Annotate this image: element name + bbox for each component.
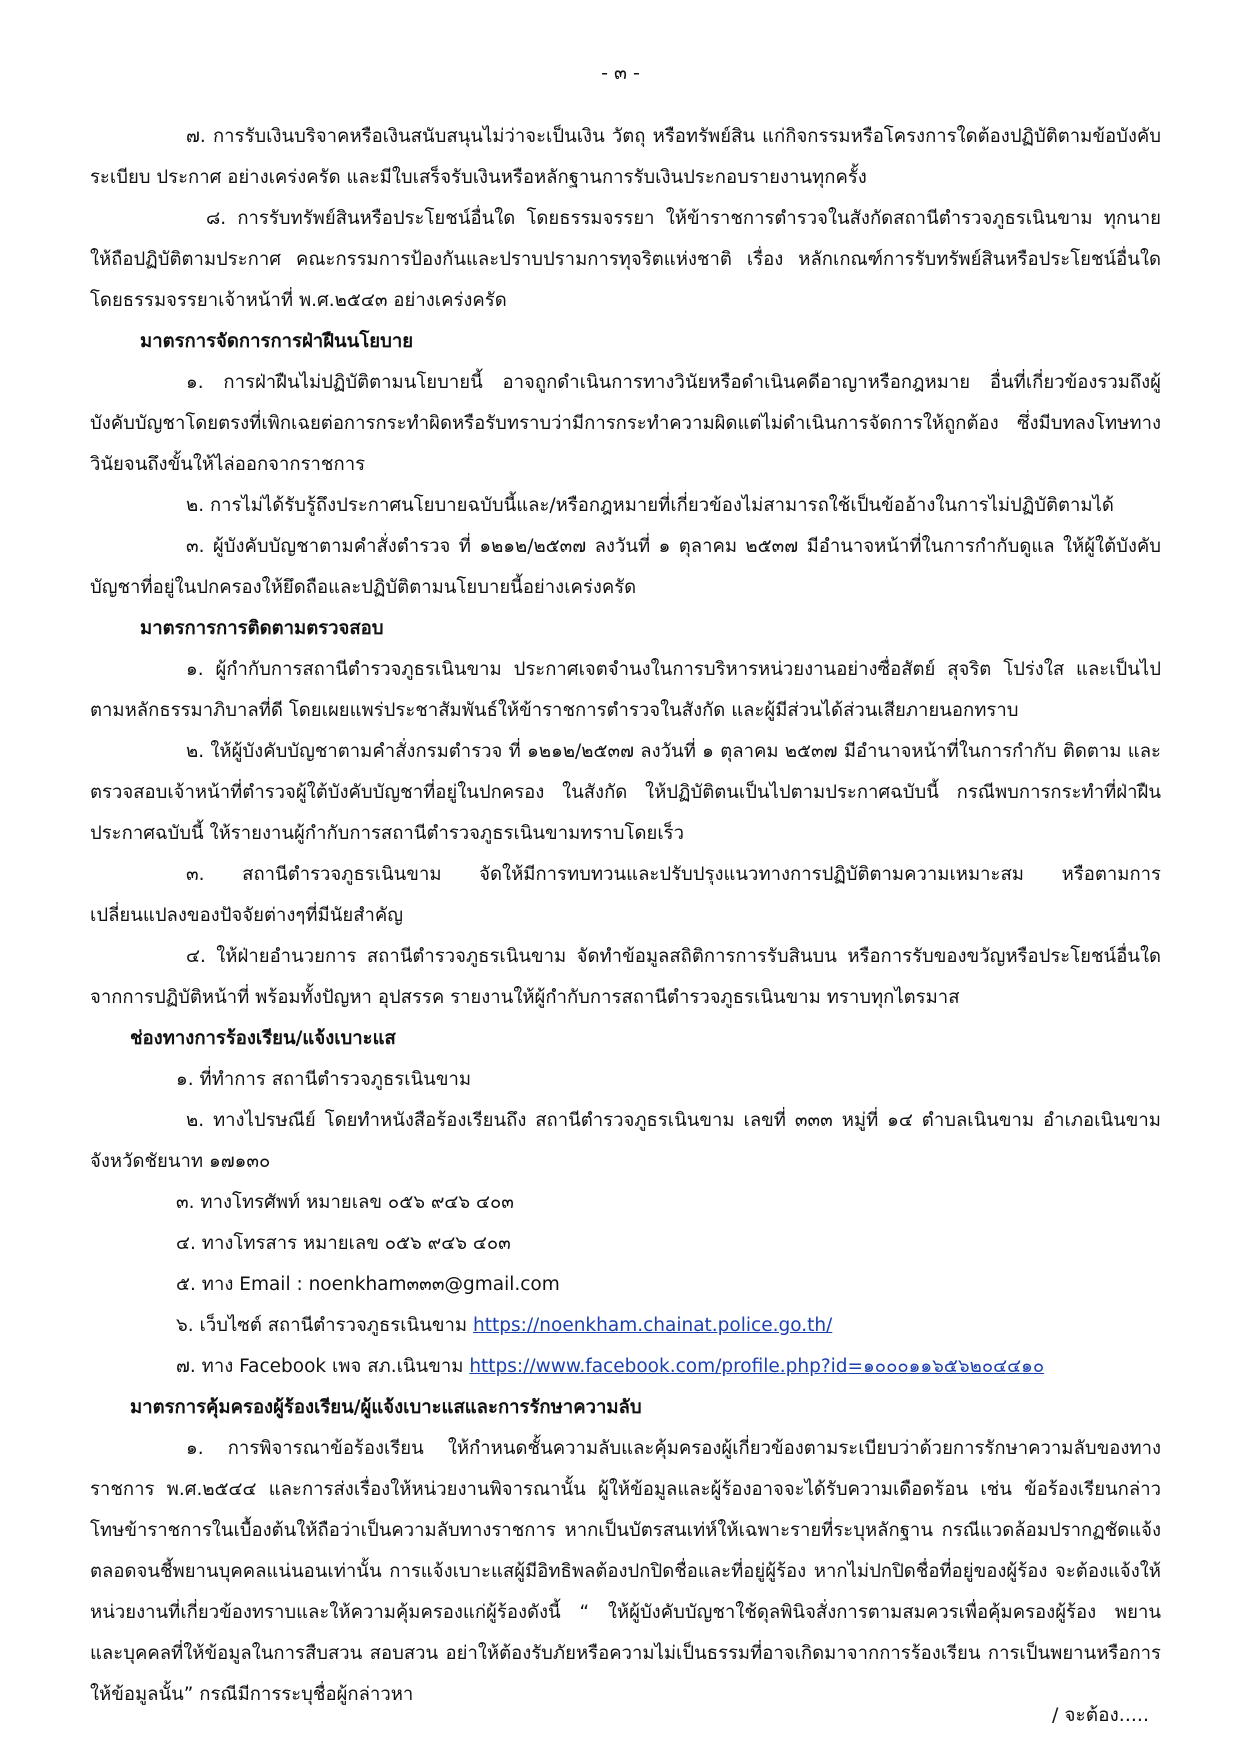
channel-item-7 [90, 1346, 1161, 1387]
monitor-item-1: ๑. ผู้กำกับการสถานีตำรวจภูธรเนินขาม ประกาศเจตจำนงในการบริหารหน่วยงานอย่างซื่อสัตย์ สุจริต โปร่งใส และเป็นไปตามหลักธรรมาภิบาลที่ดี โดยเผยแพร่ประชาสัมพันธ์ให้ข้าราชการตำรวจในสังกัด และผู้มีส่วนได้ส่วนเสียภายนอกทราบ [90, 659, 1161, 721]
heading-protection-measures: มาตรการคุ้มครองผู้ร้องเรียน/ผู้แจ้งเบาะแสและการรักษาความลับ [130, 1397, 642, 1418]
paragraph-7: ๗. การรับเงินบริจาคหรือเงินสนับสนุนไม่ว่าจะเป็นเงิน วัตถุ หรือทรัพย์สิน แก่กิจกรรมหรือโครงการใดต้องปฏิบัติตามข้อบังคับ ระเบียบ ประกาศ อย่างเคร่งครัด และมีใบเสร็จรับเงินหรือหลักฐานการรับเงินประกอบรายงานทุกครั้ง [90, 126, 1161, 188]
heading-complaint-channels: ช่องทางการร้องเรียน/แจ้งเบาะแส [130, 1028, 396, 1049]
violation-item-3: ๓. ผู้บังคับบัญชาตามคำสั่งตำรวจ ที่ ๑๒๑๒/๒๕๓๗ ลงวันที่ ๑ ตุลาคม ๒๕๓๗ มีอำนาจหน้าที่ในการกำกับดูแล ให้ผู้ใต้บังคับบัญชาที่อยู่ในปกครองให้ยึดถือและปฏิบัติตามนโยบายนี้อย่างเคร่งครัด [90, 536, 1161, 598]
monitor-item-3: ๓. สถานีตำรวจภูธรเนินขาม จัดให้มีการทบทวนและปรับปรุงแนวทางการปฏิบัติตามความเหมาะสม หรือตามการเปลี่ยนแปลงของปัจจัยต่างๆที่มีนัยสำคัญ [90, 864, 1161, 926]
channel-item-1: ๑. ที่ทำการ สถานีตำรวจภูธรเนินขาม [176, 1069, 472, 1090]
violation-item-1: ๑. การฝ่าฝืนไม่ปฏิบัติตามนโยบายนี้ อาจถูกดำเนินการทางวินัยหรือดำเนินคดีอาญาหรือกฎหมาย อื่นที่เกี่ยวข้องรวมถึงผู้บังคับบัญชาโดยตรงที่เพิกเฉยต่อการกระทำผิดหรือรับทราบว่ามีการกระทำความผิดแต่ไม่ดำเนินการจัดการให้ถูกต้อง ซึ่งมีบทลงโทษทางวินัยจนถึงขั้นให้ไล่ออกจากราชการ [90, 372, 1161, 475]
channel-item-7-text: ๗. ทาง Facebook เพจ สภ.เนินขาม [176, 1356, 470, 1377]
monitor-item-2: ๒. ให้ผู้บังคับบัญชาตามคำสั่งกรมตำรวจ ที่ ๑๒๑๒/๒๕๓๗ ลงวันที่ ๑ ตุลาคม ๒๕๓๗ มีอำนาจหน้าที่ในการกำกับ ติดตาม และตรวจสอบเจ้าหน้าที่ตำรวจผู้ใต้บังคับบัญชาที่อยู่ในปกครอง ในสังกัด ให้ปฏิบัติตนเป็นไปตามประกาศฉบับนี้ กรณีพบการกระทำที่ฝ่าฝืนประกาศฉบับนี้ ให้รายงานผู้กำกับการสถานีตำรวจภูธรเนินขามทราบโดยเร็ว [90, 741, 1161, 844]
page-number: - ๓ - [601, 62, 640, 84]
channel-item-6-text: ๖. เว็บไซต์ สถานีตำรวจภูธรเนินขาม [176, 1315, 473, 1336]
channel-item-2: ๒. ทางไปรษณีย์ โดยทำหนังสือร้องเรียนถึง สถานีตำรวจภูธรเนินขาม เลขที่ ๓๓๓ หมู่ที่ ๑๔ ตำบลเนินขาม อำเภอเนินขาม จังหวัดชัยนาท ๑๗๑๓๐ [90, 1110, 1161, 1172]
paragraph-8: ๘. การรับทรัพย์สินหรือประโยชน์อื่นใด โดยธรรมจรรยา ให้ข้าราชการตำรวจในสังกัดสถานีตำรวจภูธรเนินขาม ทุกนาย ให้ถือปฏิบัติตามประกาศ คณะกรรมการป้องกันและปราบปรามการทุจริตแห่งชาติ เรื่อง หลักเกณฑ์การรับทรัพย์สินหรือประโยชน์อื่นใดโดยธรรมจรรยาเจ้าหน้าที่ พ.ศ.๒๕๔๓ อย่างเคร่งครัด [90, 208, 1161, 311]
violation-item-2: ๒. การไม่ได้รับรู้ถึงประกาศนโยบายฉบับนี้และ/หรือกฎหมายที่เกี่ยวข้องไม่สามารถใช้เป็นข้ออ้างในการไม่ปฏิบัติตามได้ [186, 495, 1114, 516]
channel-item-5: ๕. ทาง Email : noenkham๓๓๓@gmail.com [176, 1274, 560, 1295]
document-body [90, 116, 1161, 1715]
heading-violation-measures: มาตรการจัดการการฝ่าฝืนนโยบาย [140, 331, 414, 352]
website-link[interactable]: https://noenkham.chainat.police.go.th/ [472, 1315, 833, 1336]
channel-item-3: ๓. ทางโทรศัพท์ หมายเลข ๐๕๖ ๙๔๖ ๔๐๓ [176, 1192, 514, 1213]
facebook-link[interactable]: https://www.facebook.com/profile.php?id=๑๐๐๐๑๑๖๕๖๒๐๔๔๑๐ [469, 1356, 1045, 1377]
channel-item-6 [90, 1305, 1161, 1346]
protection-item-1: ๑. การพิจารณาข้อร้องเรียน ให้กำหนดชั้นความลับและคุ้มครองผู้เกี่ยวข้องตามระเบียบว่าด้วยการรักษาความลับของทางราชการ พ.ศ.๒๕๔๔ และการส่งเรื่องให้หน่วยงานพิจารณานั้น ผู้ให้ข้อมูลและผู้ร้องอาจจะได้รับความเดือดร้อน เช่น ข้อร้องเรียนกล่าวโทษข้าราชการในเบื้องต้นให้ถือว่าเป็นความลับทางราชการ หากเป็นบัตรสนเท่ห์ให้เฉพาะรายที่ระบุหลักฐาน กรณีแวดล้อมปรากฏชัดแจ้งตลอดจนชี้พยานบุคคลแน่นอนเท่านั้น การแจ้งเบาะแสผู้มีอิทธิพลต้องปกปิดชื่อและที่อยู่ผู้ร้อง หากไม่ปกปิดชื่อที่อยู่ของผู้ร้อง จะต้องแจ้งให้หน่วยงานที่เกี่ยวข้องทราบและให้ความคุ้มครองแก่ผู้ร้องดังนี้ “ ให้ผู้บังคับบัญชาใช้ดุลพินิจสั่งการตามสมควรเพื่อคุ้มครองผู้ร้อง พยาน และบุคคลที่ให้ข้อมูลในการสืบสวน สอบสวน อย่าให้ต้องรับภัยหรือความไม่เป็นธรรมที่อาจเกิดมาจากการร้องเรียน การเป็นพยานหรือการให้ข้อมูลนั้น” กรณีมีการระบุชื่อผู้กล่าวหา [90, 1438, 1161, 1705]
continuation-note: / จะต้อง..... [1051, 1704, 1149, 1726]
channel-item-4: ๔. ทางโทรสาร หมายเลข ๐๕๖ ๙๔๖ ๔๐๓ [176, 1233, 511, 1254]
heading-monitoring-measures: มาตรการการติดตามตรวจสอบ [140, 618, 384, 639]
monitor-item-4: ๔. ให้ฝ่ายอำนวยการ สถานีตำรวจภูธรเนินขาม จัดทำข้อมูลสถิติการการรับสินบน หรือการรับของขวัญหรือประโยชน์อื่นใดจากการปฏิบัติหน้าที่ พร้อมทั้งปัญหา อุปสรรค รายงานให้ผู้กำกับการสถานีตำรวจภูธรเนินขาม ทราบทุกไตรมาส [90, 946, 1161, 1008]
